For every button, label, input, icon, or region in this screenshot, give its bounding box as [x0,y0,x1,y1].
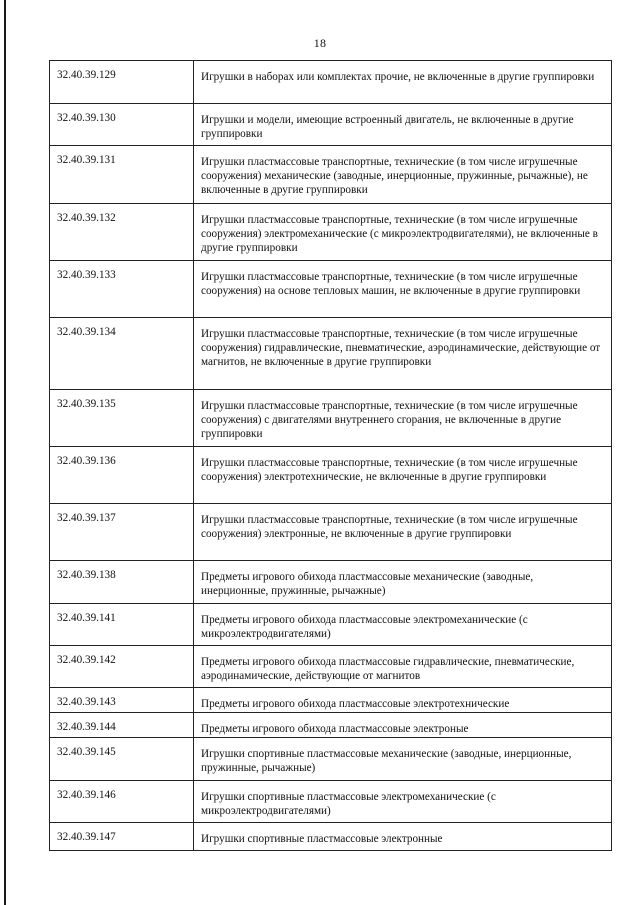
table-row [50,781,612,823]
row-code: 32.40.39.134 [50,318,194,390]
row-code: 32.40.39.133 [50,261,194,318]
row-code: 32.40.39.143 [50,688,194,713]
table-row [50,447,612,504]
row-code: 32.40.39.142 [50,646,194,688]
row-code: 32.40.39.141 [50,604,194,646]
row-description: Предметы игрового обихода пластмассовые электроные [194,713,612,738]
row-description: Предметы игрового обихода пластмассовые электромеханические (с микроэлектродвигателями) [194,604,612,646]
row-code: 32.40.39.144 [50,713,194,738]
row-description: Игрушки пластмассовые транспортные, технические (в том числе игрушечные сооружения) электротехнические, не включенные в другие группировки [194,447,612,504]
row-code: 32.40.39.132 [50,204,194,261]
row-description: Игрушки пластмассовые транспортные, технические (в том числе игрушечные сооружения) электронные, не включенные в другие группировки [194,504,612,561]
row-code: 32.40.39.131 [50,146,194,204]
row-code: 32.40.39.146 [50,781,194,823]
table-row [50,61,612,104]
row-description: Игрушки пластмассовые транспортные, технические (в том числе игрушечные сооружения) с двигателями внутреннего сгорания, не включенные в другие группировки [194,390,612,447]
table-row [50,104,612,146]
row-description: Предметы игрового обихода пластмассовые гидравлические, пневматические, аэродинамические, действующие от магнитов [194,646,612,688]
row-description: Игрушки пластмассовые транспортные, технические (в том числе игрушечные сооружения) гидравлические, пневматические, аэродинамические, действующие от магнитов, не включенные в другие группировки [194,318,612,390]
table-row [50,738,612,781]
row-description: Игрушки спортивные пластмассовые электронные [194,823,612,851]
row-description: Игрушки пластмассовые транспортные, технические (в том числе игрушечные сооружения) механические (заводные, инерционные, пружинные, рычажные), не включенные в другие группировки [194,146,612,204]
table-row [50,713,612,738]
row-description: Игрушки пластмассовые транспортные, технические (в том числе игрушечные сооружения) электромеханические (с микроэлектродвигателями), не включенные в другие группировки [194,204,612,261]
table-row [50,504,612,561]
row-code: 32.40.39.138 [50,561,194,604]
row-description: Предметы игрового обихода пластмассовые механические (заводные, инерционные, пружинные, рычажные) [194,561,612,604]
row-description: Игрушки спортивные пластмассовые электромеханические (с микроэлектродвигателями) [194,781,612,823]
table-row [50,261,612,318]
row-code: 32.40.39.147 [50,823,194,851]
row-code: 32.40.39.135 [50,390,194,447]
table-row [50,646,612,688]
row-code: 32.40.39.137 [50,504,194,561]
classification-table-body [50,61,612,851]
row-description: Игрушки в наборах или комплектах прочие, не включенные в другие группировки [194,61,612,104]
table-row [50,390,612,447]
row-code: 32.40.39.136 [50,447,194,504]
table-row [50,688,612,713]
page-edge-rule [4,0,6,905]
row-description: Игрушки пластмассовые транспортные, технические (в том числе игрушечные сооружения) на основе тепловых машин, не включенные в другие группировки [194,261,612,318]
table-row [50,823,612,851]
row-description: Игрушки спортивные пластмассовые механические (заводные, инерционные, пружинные, рычажные) [194,738,612,781]
table-row [50,204,612,261]
row-code: 32.40.39.129 [50,61,194,104]
row-description: Игрушки и модели, имеющие встроенный двигатель, не включенные в другие группировки [194,104,612,146]
table-row [50,318,612,390]
row-description: Предметы игрового обихода пластмассовые электротехнические [194,688,612,713]
row-code: 32.40.39.130 [50,104,194,146]
row-code: 32.40.39.145 [50,738,194,781]
table-row [50,146,612,204]
classification-table [49,60,612,851]
page-number: 18 [313,36,327,50]
table-row [50,604,612,646]
table-row [50,561,612,604]
